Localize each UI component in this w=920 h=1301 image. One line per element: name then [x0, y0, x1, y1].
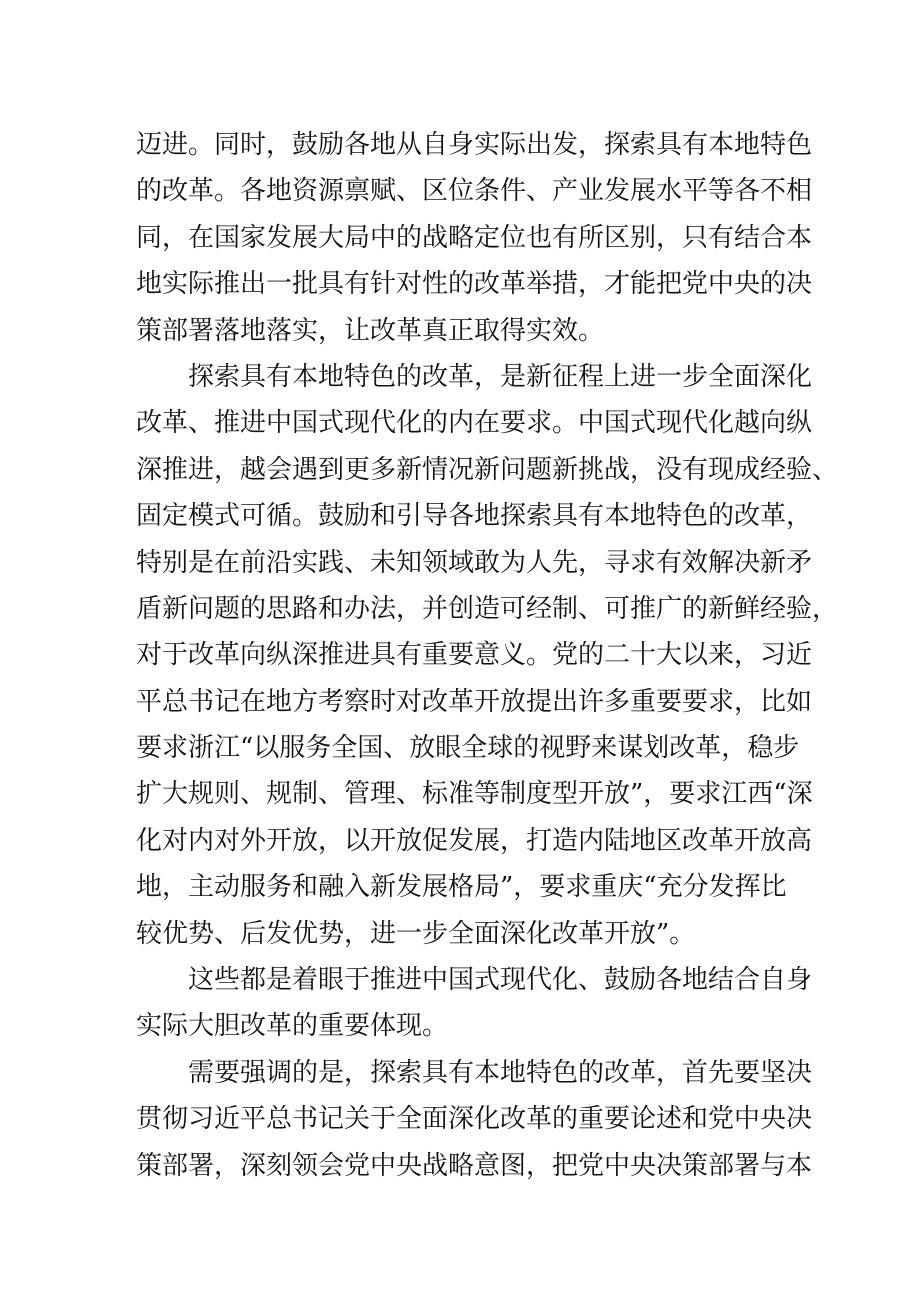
text-line: 迈进。同时，鼓励各地从自身实际出发，探索具有本地特色: [136, 130, 813, 160]
text-line: 策部署，深刻领会党中央战略意图，把党中央决策部署与本: [136, 1150, 813, 1181]
text-line: 对于改革向纵深推进具有重要意义。党的二十大以来，习近: [136, 640, 813, 671]
paragraph-2: [136, 354, 839, 957]
text-line: 固定模式可循。鼓励和引导各地探索具有本地特色的改革，: [136, 501, 813, 532]
paragraph-3: [136, 957, 813, 1050]
paragraph-4: [136, 1050, 813, 1189]
text-line: 平总书记在地方考察时对改革开放提出许多重要要求，比如: [136, 686, 813, 717]
text-line: 需要强调的是，探索具有本地特色的改革，首先要坚决: [188, 1057, 813, 1088]
text-line: 探索具有本地特色的改革，是新征程上进一步全面深化: [188, 361, 813, 392]
text-line: 实际大胆改革的重要体现。: [136, 1011, 449, 1042]
text-line: 策部署落地落实，让改革真正取得实效。: [136, 315, 605, 346]
text-line: 盾新问题的思路和办法，并创造可经制、可推广的新鲜经验，: [136, 593, 839, 624]
text-line: 深推进，越会遇到更多新情况新问题新挑战，没有现成经验、: [136, 454, 839, 485]
text-line: 改革、推进中国式现代化的内在要求。中国式现代化越向纵: [136, 408, 813, 439]
paragraph-1: [136, 122, 813, 354]
text-line: 化对内对外开放，以开放促发展，打造内陆地区改革开放高: [136, 825, 813, 856]
text-line: 地，主动服务和融入新发展格局”，要求重庆“充分发挥比: [136, 872, 787, 903]
text-line: 地实际推出一批具有针对性的改革举措，才能把党中央的决: [136, 269, 813, 300]
text-line: 这些都是着眼于推进中国式现代化、鼓励各地结合自身: [188, 965, 813, 996]
text-line: 特别是在前沿实践、未知领域敢为人先，寻求有效解决新矛: [136, 547, 813, 578]
text-line: 同，在国家发展大局中的战略定位也有所区别，只有结合本: [136, 222, 813, 253]
text-line: 要求浙江“以服务全国、放眼全球的视野来谋划改革，稳步: [136, 733, 800, 764]
text-line: 扩大规则、规制、管理、标准等制度型开放”，要求江西“深: [136, 779, 813, 810]
document-page: [136, 122, 839, 1189]
text-line: 的改革。各地资源禀赋、区位条件、产业发展水平等各不相: [136, 176, 813, 207]
text-line: 贯彻习近平总书记关于全面深化改革的重要论述和党中央决: [136, 1104, 813, 1135]
text-line: 较优势、后发优势，进一步全面深化改革开放”。: [136, 918, 696, 949]
